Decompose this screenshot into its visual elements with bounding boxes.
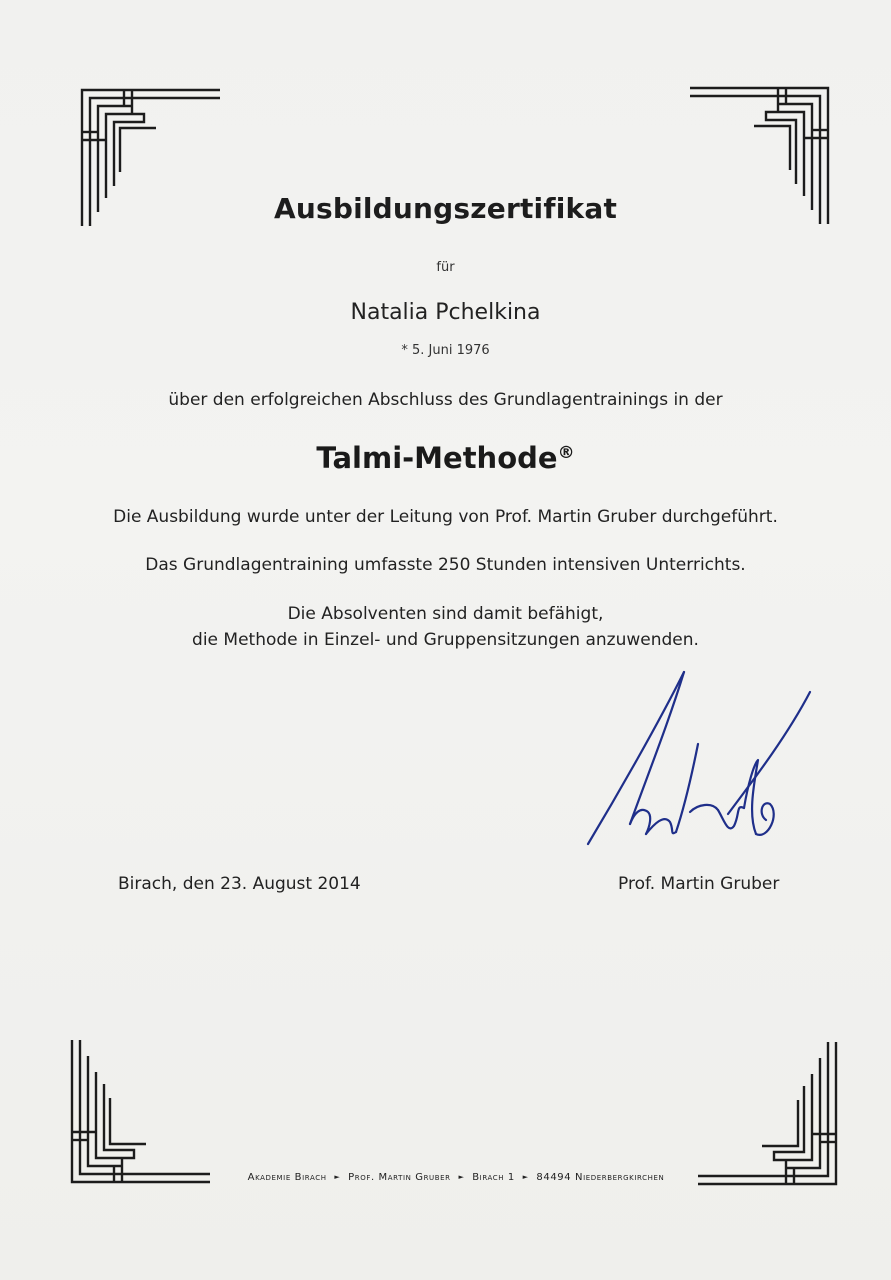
footer-separator-icon: ►: [522, 1173, 529, 1181]
footer-professor: Prof. Martin Gruber: [348, 1172, 451, 1183]
birth-date: * 5. Juni 1976: [401, 343, 490, 358]
footer-academy: Akademie Birach: [247, 1172, 327, 1183]
footer-separator-icon: ►: [458, 1173, 465, 1181]
corner-ornament-bottom-left-icon: [70, 1038, 212, 1184]
recipient-name: Natalia Pchelkina: [350, 300, 541, 325]
hours-line: Das Grundlagentraining umfasste 250 Stunden intensiven Unterrichts.: [145, 555, 746, 575]
handwritten-signature: [578, 664, 818, 858]
for-label: für: [436, 260, 455, 275]
footer-separator-icon: ►: [334, 1173, 341, 1181]
ability-line-2: die Methode in Einzel- und Gruppensitzungen anzuwenden.: [192, 630, 699, 650]
trademark-symbol: ®: [557, 443, 575, 463]
footer-address: [221, 1172, 691, 1183]
footer-street: Birach 1: [472, 1172, 515, 1183]
footer-city: 84494 Niederbergkirchen: [536, 1172, 665, 1183]
leadership-line: Die Ausbildung wurde unter der Leitung von Prof. Martin Gruber durchgeführt.: [113, 507, 778, 527]
certificate-title: Ausbildungszertifikat: [273, 192, 618, 225]
method-name: Talmi-Methode: [316, 441, 558, 475]
ability-line-1: Die Absolventen sind damit befähigt,: [287, 604, 604, 624]
intro-text: über den erfolgreichen Abschluss des Grundlagentrainings in der: [168, 390, 723, 410]
method-title: [0, 441, 891, 475]
signer-name: Prof. Martin Gruber: [618, 874, 780, 894]
place-and-date: Birach, den 23. August 2014: [118, 874, 361, 894]
corner-ornament-bottom-right-icon: [696, 1040, 838, 1186]
